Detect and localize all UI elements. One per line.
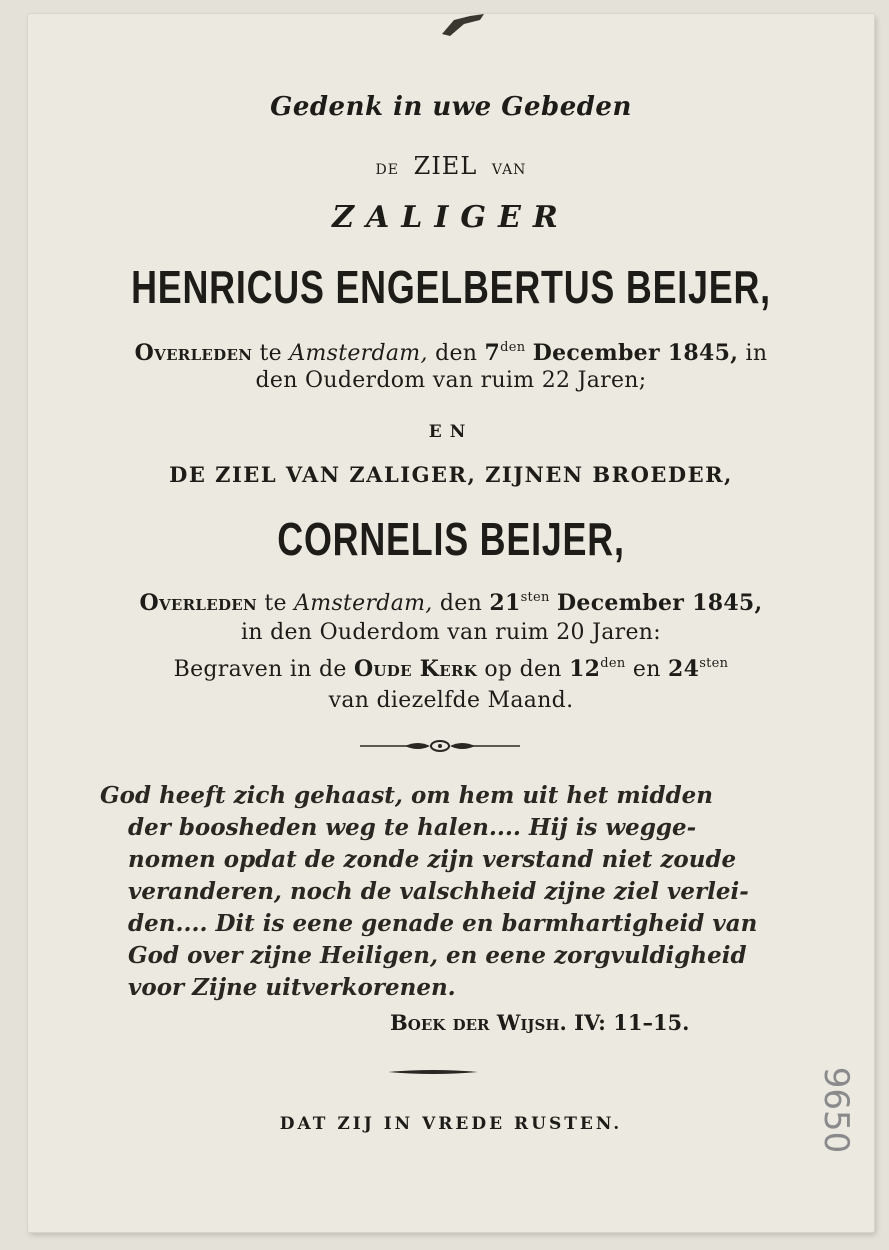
person2-age-line: in den Ouderdom van ruim 20 Jaren: [241, 620, 661, 645]
burial-church: Oude Kerk [353, 656, 478, 682]
header-de: de [375, 155, 399, 179]
person2-te: te [264, 591, 287, 616]
quote-line: der boosheden weg te halen.... Hij is wegge- [128, 814, 697, 841]
quote-reference [390, 1010, 689, 1035]
burial-day1-sup: den [600, 656, 626, 671]
person1-died-word: Overleden [134, 340, 253, 366]
reference-verse: IV: 11–15. [574, 1010, 690, 1035]
person1-te: te [259, 341, 282, 366]
quote-line: voor Zijne uitverkorenen. [128, 974, 456, 1001]
header-ziel: ZIEL [413, 152, 478, 180]
header-prayer-line: Gedenk in uwe Gebeden [270, 92, 632, 122]
paper-tear-mark [440, 14, 486, 36]
burial-prefix: Begraven in de [173, 657, 347, 682]
person2-death-line [28, 590, 874, 616]
quote-line: veranderen, noch de valschheid zijne ziel verlei- [128, 878, 749, 905]
person2-month-year: December 1845, [557, 590, 763, 616]
quote-line: God over zijne Heiligen, en eene zorgvuldigheid [128, 942, 747, 969]
ornament-divider-icon [360, 738, 520, 754]
small-rule-icon [388, 1066, 478, 1078]
header-van: van [491, 155, 527, 179]
quote-line: nomen opdat de zonde zijn verstand niet zoude [128, 846, 737, 873]
person1-place: Amsterdam, [289, 341, 428, 366]
person1-month-year: December 1845, [532, 340, 739, 366]
handwritten-catalog-number [800, 1050, 856, 1170]
burial-day2: 24 [667, 656, 700, 682]
person1-den: den [435, 341, 478, 366]
person2-day: 21 [489, 590, 521, 616]
reference-book: Boek der Wijsh. [390, 1010, 567, 1035]
quote-line: den.... Dit is eene genade en barmhartigheid van [128, 910, 758, 937]
handwritten-number-text: 9650 [816, 1066, 856, 1154]
burial-line [28, 656, 874, 682]
burial-day1: 12 [569, 656, 601, 682]
person2-day-sup: sten [520, 590, 550, 605]
person2-place: Amsterdam, [294, 591, 433, 616]
person1-day: 7 [484, 340, 501, 366]
brother-line: DE ZIEL VAN ZALIGER, ZIJNEN BROEDER, [169, 462, 733, 487]
burial-middle: op den [484, 657, 562, 682]
person2-name: CORNELIS BEIJER, [277, 513, 625, 565]
person2-den: den [439, 591, 483, 616]
person1-name: HENRICUS ENGELBERTUS BEIJER, [131, 261, 771, 313]
burial-and: en [632, 657, 661, 682]
person1-death-line [28, 340, 874, 366]
quote-line: God heeft zich gehaast, om hem uit het midden [100, 782, 714, 809]
burial-day2-sup: sten [699, 656, 729, 671]
burial-line2: van diezelfde Maand. [328, 688, 574, 713]
person1-day-sup: den [500, 340, 526, 355]
header-ziel-line [28, 152, 874, 180]
connector-en: EN [428, 422, 474, 442]
person2-died-word: Overleden [139, 590, 258, 616]
person1-in: in [745, 341, 768, 366]
person1-age-line: den Ouderdom van ruim 22 Jaren; [255, 368, 647, 393]
header-zaliger: ZALIGER [332, 200, 570, 235]
bible-quote [100, 780, 780, 1004]
closing-line: DAT ZIJ IN VREDE RUSTEN. [279, 1114, 623, 1134]
